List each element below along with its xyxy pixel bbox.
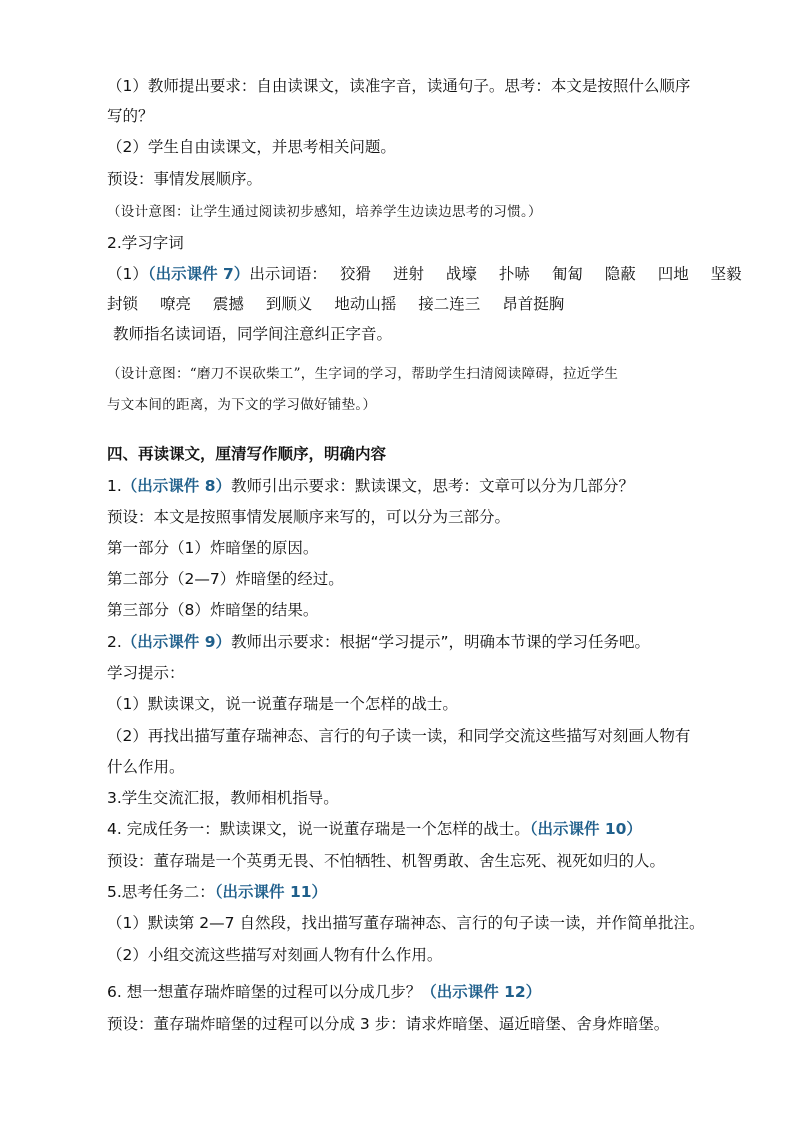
vocab-intro-line xyxy=(107,264,327,284)
task-text: 4. 完成任务一：默读课文，说一说董存瑞是一个怎样的战士。 xyxy=(107,820,530,838)
task-text: 教师出示要求：根据“学习提示”，明确本节课的学习任务吧。 xyxy=(230,633,651,651)
task-one xyxy=(107,819,642,839)
vocab-word: 隐蔽 xyxy=(604,265,636,283)
task-steps-question xyxy=(107,982,541,1002)
part-one: 第一部分（1）炸暗堡的原因。 xyxy=(107,539,319,557)
vocab-word: 迸射 xyxy=(392,265,424,283)
vocab-word: 到顺义 xyxy=(265,295,313,313)
preset-character: 预设：董存瑞是一个英勇无畏、不怕牺牲、机智勇敢、舍生忘死、视死如归的人。 xyxy=(107,852,666,870)
vocab-word: 凹地 xyxy=(657,265,689,283)
courseware-cue-8: （出示课件 8） xyxy=(121,477,231,495)
section-learn-words: 2.学习字词 xyxy=(107,234,184,252)
task-two-step-2: （2）小组交流这些描写对刻画人物有什么作用。 xyxy=(107,946,443,964)
student-report: 3.学生交流汇报，教师相机指导。 xyxy=(107,789,339,807)
design-intent-1: （设计意图：让学生通过阅读初步感知，培养学生边读边思考的习惯。） xyxy=(107,204,542,220)
vocab-word: 匍匐 xyxy=(551,265,583,283)
tip-2: （2）再找出描写董存瑞神态、言行的句子读一读，和同学交流这些描写对刻画人物有 xyxy=(107,727,691,745)
step-2-student-read: （2）学生自由读课文，并思考相关问题。 xyxy=(107,138,396,156)
section-heading-reread: 四、再读课文，厘清写作顺序，明确内容 xyxy=(107,445,387,463)
vocab-word: 封锁 xyxy=(107,295,139,313)
preset-order: 预设：事情发展顺序。 xyxy=(107,170,263,188)
preset-three-parts: 预设：本文是按照事情发展顺序来写的，可以分为三部分。 xyxy=(107,508,511,526)
step-1-requirement-cont: 写的？ xyxy=(107,107,154,125)
task-learning-tips xyxy=(107,632,650,652)
vocab-word: 战壕 xyxy=(445,265,477,283)
task-two xyxy=(107,882,327,902)
design-intent-2: （设计意图：“磨刀不误砍柴工”，生字词的学习，帮助学生扫清阅读障碍，拉近学生 xyxy=(107,366,619,382)
vocab-row-2 xyxy=(107,294,564,314)
item-number: 1. xyxy=(107,477,122,495)
vocab-instruction: 出示词语： xyxy=(249,265,327,283)
courseware-cue-11: （出示课件 11） xyxy=(214,883,328,901)
vocab-word: 嘹亮 xyxy=(159,295,191,313)
vocab-word: 地动山摇 xyxy=(334,295,397,313)
task-text: 5.思考任务二： xyxy=(107,883,215,901)
step-1-requirement: （1）教师提出要求：自由读课文，读准字音，读通句子。思考：本文是按照什么顺序 xyxy=(107,77,691,95)
vocab-word: 昂首挺胸 xyxy=(502,295,565,313)
design-intent-2-cont: 与文本间的距离，为下文的学习做好铺垫。） xyxy=(107,397,377,413)
vocab-word: 扑哧 xyxy=(498,265,530,283)
tip-2-cont: 什么作用。 xyxy=(107,758,185,776)
courseware-cue-12: （出示课件 12） xyxy=(421,983,542,1001)
task-text: 教师引出示要求：默读课文，思考：文章可以分为几部分？ xyxy=(230,477,634,495)
learning-tips-label: 学习提示： xyxy=(107,664,185,682)
task-text: 6. 想一想董存瑞炸暗堡的过程可以分成几步？ xyxy=(107,983,422,1001)
part-three: 第三部分（8）炸暗堡的结果。 xyxy=(107,601,319,619)
preset-three-steps: 预设：董存瑞炸暗堡的过程可以分成 3 步：请求炸暗堡、逼近暗堡、舍身炸暗堡。 xyxy=(107,1015,670,1033)
courseware-cue-10: （出示课件 10） xyxy=(529,820,642,838)
vocab-index: （1） xyxy=(107,265,148,283)
item-number: 2. xyxy=(107,633,122,651)
teacher-check-reading: 教师指名读词语，同学间注意纠正字音。 xyxy=(113,325,393,343)
part-two: 第二部分（2—7）炸暗堡的经过。 xyxy=(107,570,344,588)
task-divide-parts xyxy=(107,476,634,496)
vocab-word: 狡猾 xyxy=(340,265,372,283)
vocab-row-1 xyxy=(340,264,742,284)
vocab-word: 震撼 xyxy=(212,295,244,313)
courseware-cue-9: （出示课件 9） xyxy=(121,633,231,651)
vocab-word: 坚毅 xyxy=(710,265,742,283)
task-two-step-1: （1）默读第 2—7 自然段，找出描写董存瑞神态、言行的句子读一读，并作简单批注。 xyxy=(107,914,705,932)
courseware-cue-7: （出示课件 7） xyxy=(147,265,250,283)
vocab-word: 接二连三 xyxy=(418,295,481,313)
tip-1: （1）默读课文，说一说董存瑞是一个怎样的战士。 xyxy=(107,695,458,713)
